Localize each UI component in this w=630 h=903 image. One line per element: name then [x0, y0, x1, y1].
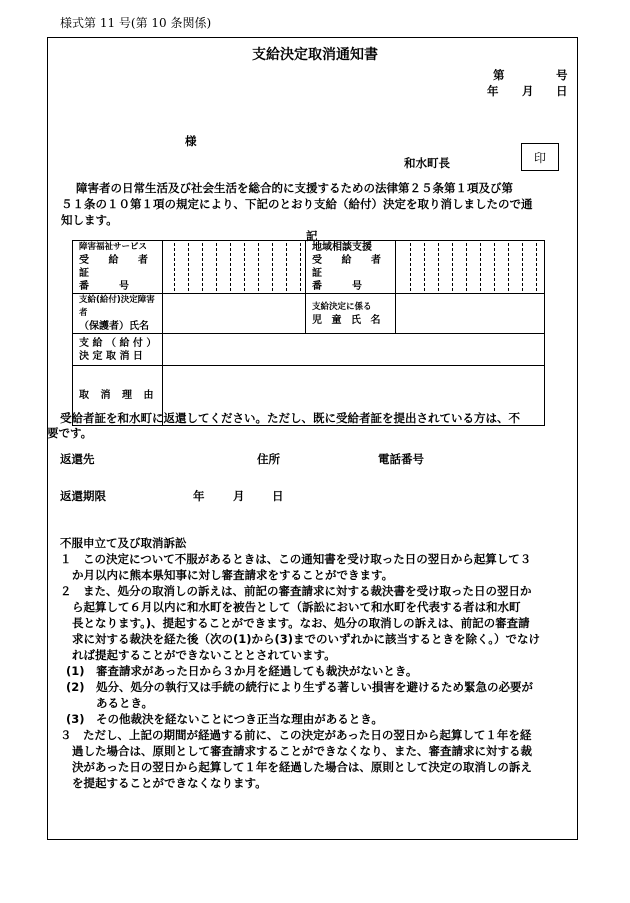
- seal-box: [521, 143, 559, 171]
- deadline-month-label: 月: [233, 489, 245, 503]
- ki-label: 記: [306, 229, 318, 243]
- return-dest-label: 返還先: [60, 452, 95, 466]
- appeal-case-2-line-2: あるとき。: [96, 696, 154, 710]
- appeal-p3-line-4: を提起することができなくなります。: [72, 776, 267, 790]
- return-address-label: 住所: [257, 452, 280, 466]
- deadline-day-label: 日: [272, 489, 284, 503]
- date-day-label: 日: [556, 84, 568, 98]
- return-phone-label: 電話番号: [378, 452, 424, 466]
- consult-number-field[interactable]: [396, 241, 545, 294]
- service-number-field[interactable]: [163, 241, 306, 294]
- cancel-date-field[interactable]: [163, 334, 545, 366]
- appeal-heading: 不服申立て及び取消訴訟: [60, 536, 187, 550]
- intro-line-2: ５１条の１０第１項の規定により、下記のとおり支給（給付）決定を取り消しましたので通: [61, 197, 533, 211]
- appeal-case-2-line-1: (2) 処分、処分の執行又は手続の続行により生ずる著しい損害を避けるため緊急の必要が: [66, 680, 534, 694]
- appeal-p2-line-2: ら起算して６月以内に和水町を被告として（訴訟において和水町を代表する者は和水町: [72, 600, 521, 614]
- detail-table: [72, 240, 545, 426]
- appeal-p3-line-3: 決があった日の翌日から起算して１年を経過した場合は、原則として決定の取消しの訴え: [72, 760, 532, 774]
- appeal-p2-line-3: 長となります。)、提起することができます。なお、処分の取消しの訴えは、前記の審査請: [72, 616, 530, 630]
- date-year-label: 年: [487, 84, 499, 98]
- return-deadline-label: 返還期限: [60, 489, 106, 503]
- form-number: 様式第 11 号(第 10 条関係): [60, 16, 212, 30]
- table-row: [73, 334, 545, 366]
- seal-label: 印: [533, 150, 546, 165]
- return-note-line-1: 受給者証を和水町に返還してください。ただし、既に受給者証を提出されている方は、不: [60, 411, 520, 425]
- consult-number-label: 地域相談支援 受 給 者 証 番 号: [306, 241, 396, 294]
- table-row: [73, 294, 545, 334]
- table-row: [73, 241, 545, 294]
- appeal-p1-line-2: か月以内に熊本県知事に対し審査請求をすることができます。: [72, 568, 394, 582]
- child-name-field[interactable]: [396, 294, 545, 334]
- recipient-sama: 様: [185, 134, 197, 148]
- intro-line-3: 知します。: [61, 213, 118, 227]
- person-name-label: 支給(給付)決定障害者 （保護者）氏名: [73, 294, 163, 334]
- return-note-line-2: 要です。: [47, 426, 93, 440]
- child-name-label: 支給決定に係る 児 童 氏 名: [306, 294, 396, 334]
- appeal-case-3: (3) その他裁決を経ないことにつき正当な理由があるとき。: [66, 712, 383, 726]
- service-number-label: 障害福祉サービス 受 給 者 証 番 号: [73, 241, 163, 294]
- appeal-p2-line-1: ２ また、処分の取消しの訴えは、前記の審査請求に対する裁決書を受け取った日の翌日か: [60, 584, 532, 598]
- cancel-reason-label: 取 消 理 由: [73, 366, 163, 426]
- appeal-p3-line-1: ３ ただし、上記の期間が経過する前に、この決定があった日の翌日から起算して１年を経: [60, 728, 532, 742]
- appeal-p2-line-5: れば提起することができないこととされています。: [72, 648, 336, 662]
- deadline-year-label: 年: [193, 489, 205, 503]
- appeal-p2-line-4: 求に対する裁決を経た後（次の(1)から(3)までのいずれかに該当するときを除く。）でなけ: [72, 632, 541, 646]
- appeal-p3-line-2: 過した場合は、原則として審査請求することができなくなり、また、審査請求に対する裁: [72, 744, 532, 758]
- date-month-label: 月: [522, 84, 534, 98]
- document-title: 支給決定取消通知書: [252, 47, 378, 63]
- intro-line-1: 障害者の日常生活及び社会生活を総合的に支援するための法律第２５条第１項及び第: [76, 181, 513, 195]
- cancel-date-label: 支 給 （ 給 付 ） 決 定 取 消 日: [73, 334, 163, 366]
- appeal-p1-line-1: １ この決定について不服があるときは、この通知書を受け取った日の翌日から起算して３: [60, 552, 532, 566]
- number-go: 号: [556, 68, 568, 82]
- appeal-case-1: (1) 審査請求があった日から３か月を経過しても裁決がないとき。: [66, 664, 418, 678]
- number-dai: 第: [493, 68, 505, 82]
- person-name-field[interactable]: [163, 294, 306, 334]
- issuer-name: 和水町長: [404, 156, 450, 170]
